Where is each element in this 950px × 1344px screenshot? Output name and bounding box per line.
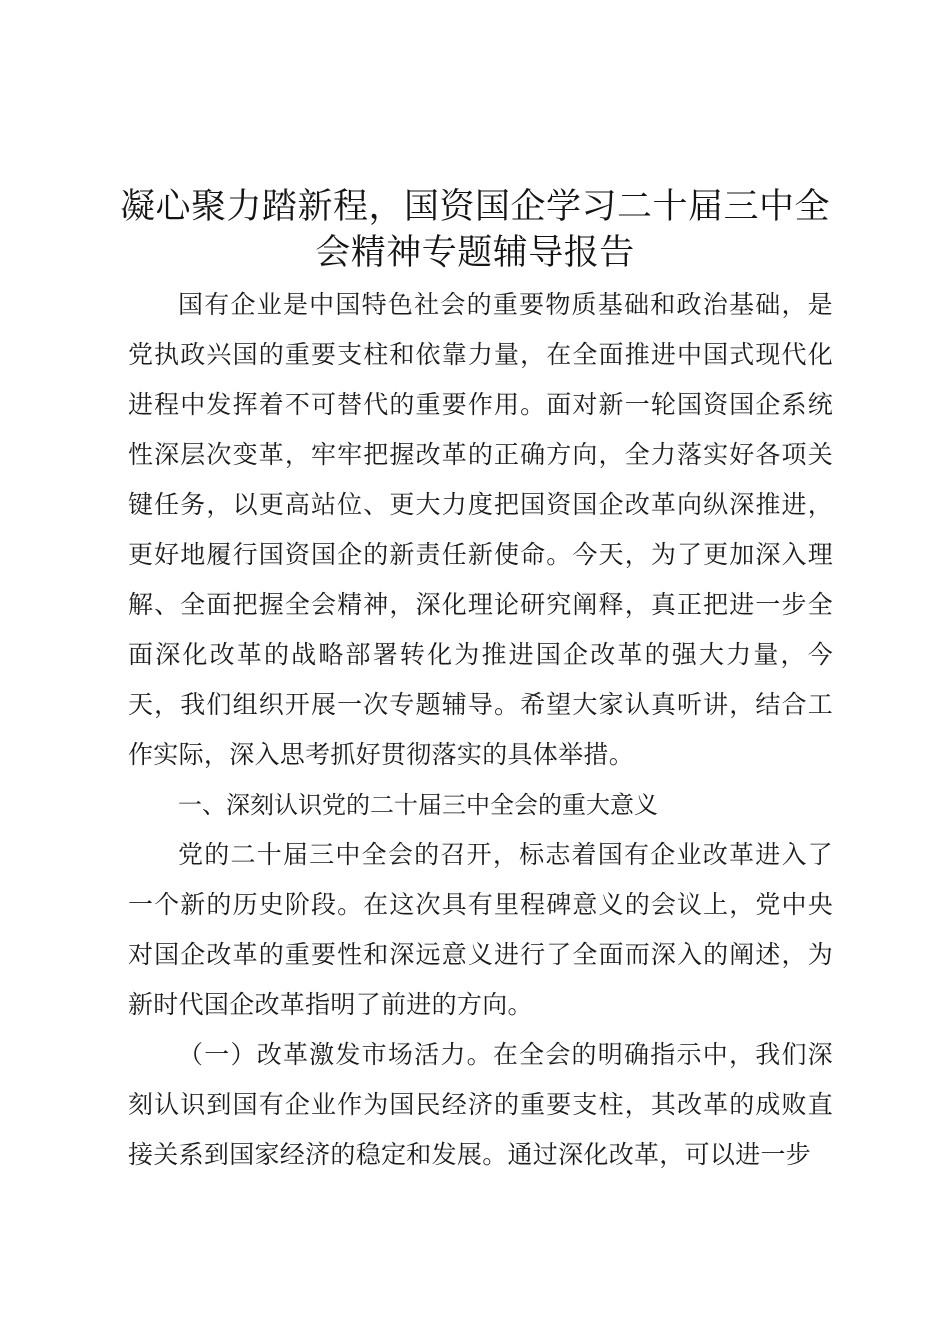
subsection-1-paragraph: （一）改革激发市场活力。在全会的明确指示中，我们深刻认识到国有企业作为国民经济的重要支柱，其改革的成败直接关系到国家经济的稳定和发展。通过深化改革，可以进一步 — [128, 1040, 833, 1169]
section-1-paragraph: 党的二十届三中全会的召开，标志着国有企业改革进入了一个新的历史阶段。在这次具有里程碑意义的会议上，党中央对国企改革的重要性和深远意义进行了全面而深入的阐述，为新时代国企改革指明了前进的方向。 — [128, 840, 833, 1019]
document-title: 凝心聚力踏新程，国资国企学习二十届三中全会精神专题辅导报告 — [119, 187, 830, 273]
document-body — [128, 280, 833, 1180]
intro-paragraph: 国有企业是中国特色社会的重要物质基础和政治基础，是党执政兴国的重要支柱和依靠力量，在全面推进中国式现代化进程中发挥着不可替代的重要作用。面对新一轮国资国企系统性深层次变革，牢牢把握改革的正确方向，全力落实好各项关键任务，以更高站位、更大力度把国资国企改革向纵深推进，更好地履行国资国企的新责任新使命。今天，为了更加深入理解、全面把握全会精神，深化理论研究阐释，真正把进一步全面深化改革的战略部署转化为推进国企改革的强大力量，今天，我们组织开展一次专题辅导。希望大家认真听讲，结合工作实际，深入思考抓好贯彻落实的具体举措。 — [128, 290, 833, 769]
section-heading-1: 一、深刻认识党的二十届三中全会的重大意义 — [178, 791, 658, 819]
